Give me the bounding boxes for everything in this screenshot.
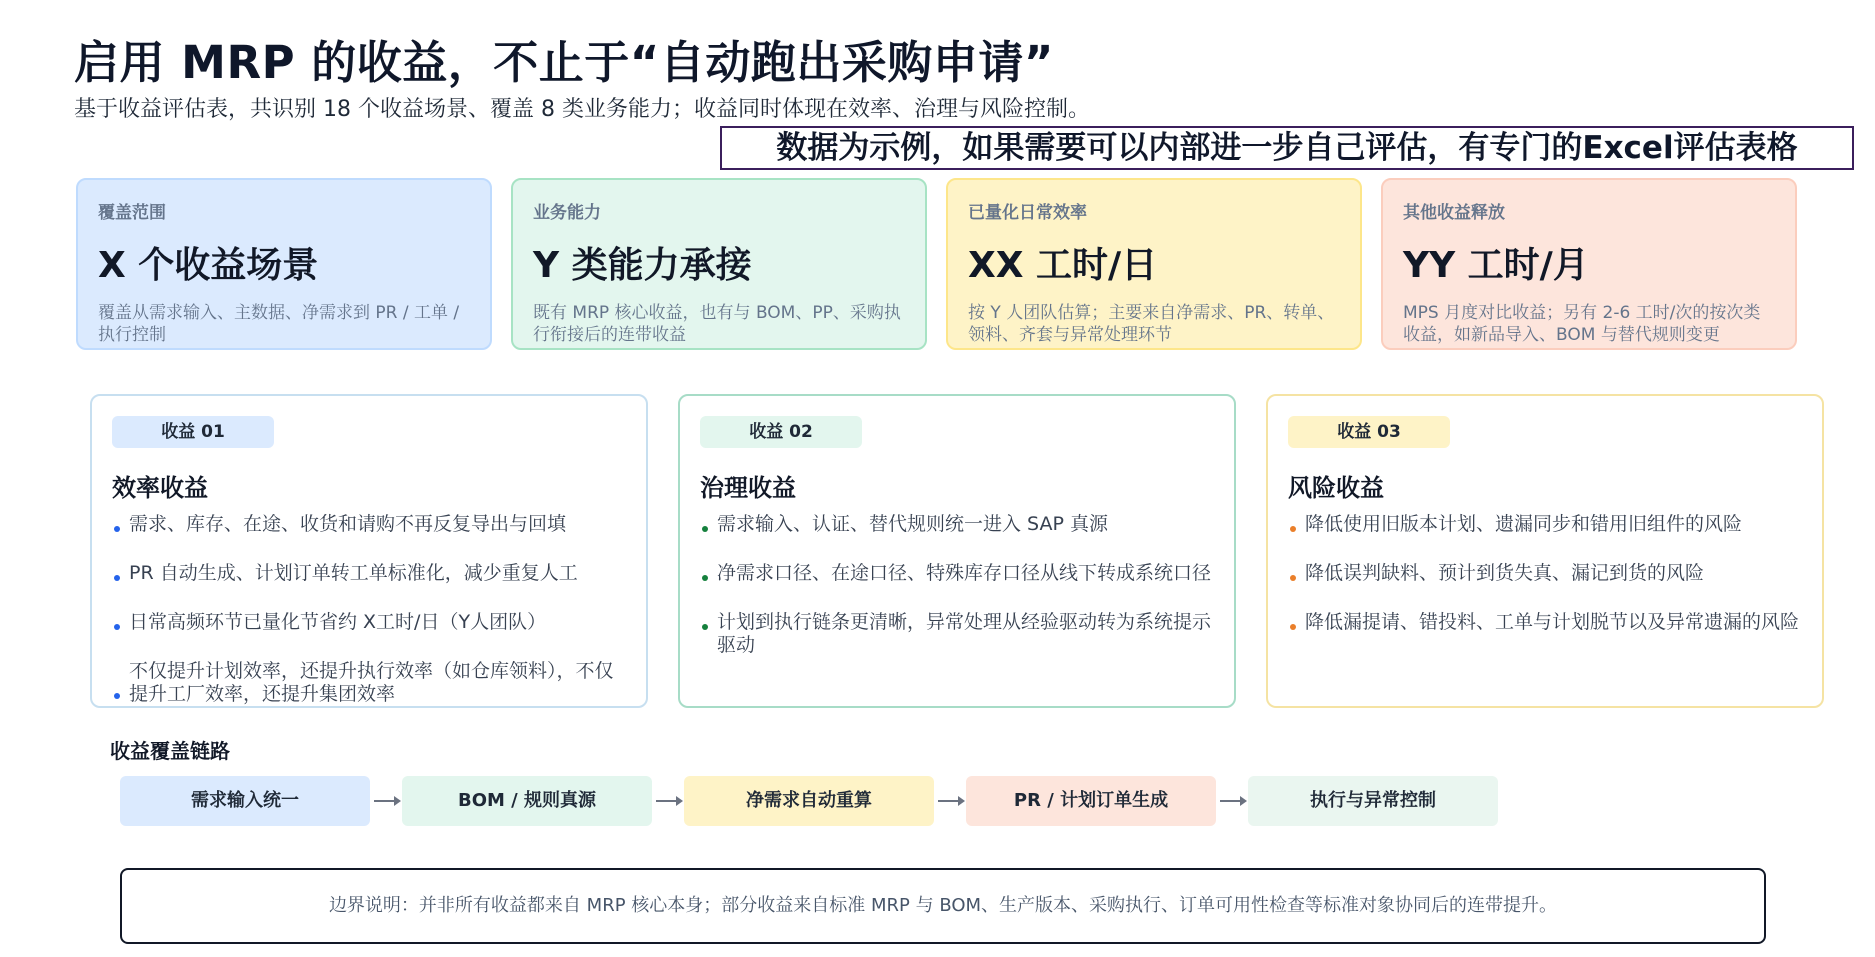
kpi-other-benefits xyxy=(1381,178,1797,350)
bullet-dot-icon xyxy=(702,575,708,581)
kpi-desc: MPS 月度对比收益；另有 2-6 工时/次的按次类收益，如新品导入、BOM 与替代规则变更 xyxy=(1403,303,1761,345)
list-item xyxy=(1288,611,1802,660)
kpi-value: YY 工时/月 xyxy=(1403,245,1589,286)
list-item-text: 降低误判缺料、预计到货失真、漏记到货的风险 xyxy=(1305,562,1705,584)
example-data-note: 数据为示例，如果需要可以内部进一步自己评估，有专门的Excel评估表格 xyxy=(720,126,1854,170)
list-item-text: 需求输入、认证、替代规则统一进入 SAP 真源 xyxy=(717,513,1108,535)
kpi-value: Y 类能力承接 xyxy=(533,245,752,286)
bullet-dot-icon xyxy=(702,526,708,532)
kpi-coverage xyxy=(76,178,492,350)
benefit-list xyxy=(1288,513,1802,660)
list-item-text: 日常高频环节已量化节省约 X工时/日（Y人团队） xyxy=(129,611,547,633)
kpi-value: XX 工时/日 xyxy=(968,245,1158,286)
kpi-capability xyxy=(511,178,927,350)
kpi-label: 已量化日常效率 xyxy=(968,203,1087,223)
list-item-text: 需求、库存、在途、收货和请购不再反复导出与回填 xyxy=(129,513,567,535)
list-item xyxy=(112,611,626,660)
list-item-text: 降低使用旧版本计划、遗漏同步和错用旧组件的风险 xyxy=(1305,513,1743,535)
kpi-desc: 既有 MRP 核心收益，也有与 BOM、PP、采购执行衔接后的连带收益 xyxy=(533,303,901,345)
chain-step: PR / 计划订单生成 xyxy=(966,776,1216,826)
list-item xyxy=(700,562,1214,611)
page-title: 启用 MRP 的收益，不止于“自动跑出采购申请” xyxy=(74,36,1054,89)
list-item-text: 降低漏提请、错投料、工单与计划脱节以及异常遗漏的风险 xyxy=(1305,611,1800,633)
benefit-list xyxy=(700,513,1214,660)
bullet-dot-icon xyxy=(114,693,120,699)
kpi-desc: 覆盖从需求输入、主数据、净需求到 PR / 工单 / 执行控制 xyxy=(98,303,460,345)
kpi-label: 其他收益释放 xyxy=(1403,203,1505,223)
bullet-dot-icon xyxy=(1290,624,1296,630)
list-item xyxy=(700,611,1214,660)
kpi-value: X 个收益场景 xyxy=(98,245,319,286)
list-item xyxy=(1288,562,1802,611)
benefit-list xyxy=(112,513,626,709)
benefit-title: 风险收益 xyxy=(1288,474,1384,502)
chain-step: 执行与异常控制 xyxy=(1248,776,1498,826)
bullet-dot-icon xyxy=(114,526,120,532)
benefit-badge: 收益 03 xyxy=(1288,416,1450,448)
kpi-label: 覆盖范围 xyxy=(98,203,166,223)
chain-step: 需求输入统一 xyxy=(120,776,370,826)
benefit-badge: 收益 01 xyxy=(112,416,274,448)
list-item xyxy=(112,660,626,709)
benefit-card-governance xyxy=(678,394,1236,708)
kpi-desc: 按 Y 人团队估算；主要来自净需求、PR、转单、领料、齐套与异常处理环节 xyxy=(968,303,1335,345)
bullet-dot-icon xyxy=(702,624,708,630)
benefit-badge: 收益 02 xyxy=(700,416,862,448)
kpi-daily-efficiency xyxy=(946,178,1362,350)
kpi-label: 业务能力 xyxy=(533,203,601,223)
list-item-text: PR 自动生成、计划订单转工单标准化，减少重复人工 xyxy=(129,562,578,584)
arrow-right-icon xyxy=(1218,789,1248,813)
bullet-dot-icon xyxy=(1290,526,1296,532)
bullet-dot-icon xyxy=(1290,575,1296,581)
benefit-card-efficiency xyxy=(90,394,648,708)
bullet-dot-icon xyxy=(114,575,120,581)
chain-step: BOM / 规则真源 xyxy=(402,776,652,826)
arrow-right-icon xyxy=(654,789,684,813)
list-item-text: 计划到执行链条更清晰，异常处理从经验驱动转为系统提示驱动 xyxy=(717,611,1212,656)
chain-title: 收益覆盖链路 xyxy=(110,739,230,763)
list-item xyxy=(700,513,1214,562)
list-item xyxy=(1288,513,1802,562)
arrow-right-icon xyxy=(936,789,966,813)
list-item xyxy=(112,513,626,562)
list-item xyxy=(112,562,626,611)
boundary-note: 边界说明：并非所有收益都来自 MRP 核心本身；部分收益来自标准 MRP 与 BOM、生产版本、采购执行、订单可用性检查等标准对象协同后的连带提升。 xyxy=(120,868,1766,944)
arrow-right-icon xyxy=(372,789,402,813)
list-item-text: 不仅提升计划效率，还提升执行效率（如仓库领料），不仅提升工厂效率，还提升集团效率 xyxy=(129,660,614,705)
benefit-card-risk xyxy=(1266,394,1824,708)
list-item-text: 净需求口径、在途口径、特殊库存口径从线下转成系统口径 xyxy=(717,562,1212,584)
benefit-title: 效率收益 xyxy=(112,474,208,502)
bullet-dot-icon xyxy=(114,624,120,630)
page-subtitle: 基于收益评估表，共识别 18 个收益场景、覆盖 8 类业务能力；收益同时体现在效率、治理与风险控制。 xyxy=(74,97,1090,122)
benefit-title: 治理收益 xyxy=(700,474,796,502)
chain-step: 净需求自动重算 xyxy=(684,776,934,826)
